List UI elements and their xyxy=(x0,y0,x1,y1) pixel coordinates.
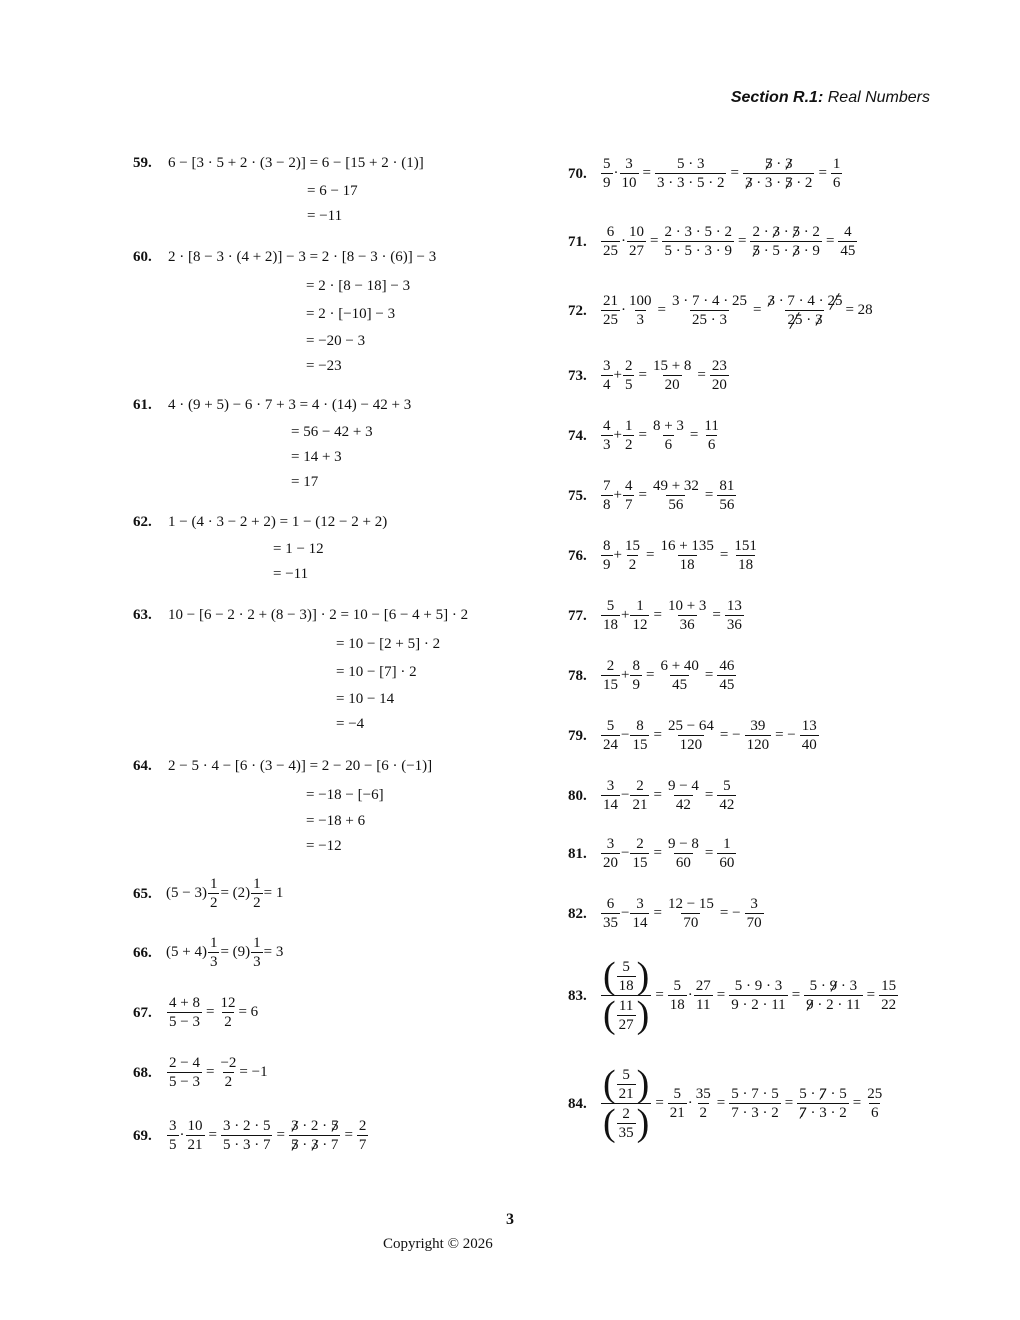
equation: $\frac{5}{18}$ + $\frac{1}{12}$ = $\frac{10 + 3}{36}$ = $\frac{13}{36}$ xyxy=(603,598,742,633)
fraction: $\frac{13}{40}$ xyxy=(801,718,817,753)
section-title: Real Numbers xyxy=(827,89,930,106)
equation: $\frac{4}{3}$ + $\frac{1}{2}$ = $\frac{8 + 3}{6}$ = $\frac{11}{6}$ xyxy=(603,418,719,453)
fraction: $\frac{1}{2}$ xyxy=(209,876,218,911)
term: (5 − 3) xyxy=(166,885,207,901)
problem-number: 69. xyxy=(133,1128,152,1144)
fraction: $\frac{9 - 4}{42}$ xyxy=(667,778,699,813)
section-label: Section R.1: xyxy=(730,89,824,106)
fraction: $\frac{3}{4}$ xyxy=(603,358,611,393)
step-5: = −4 xyxy=(336,716,365,732)
problem-number: 76. xyxy=(568,548,587,564)
problem-number: 64. xyxy=(133,758,152,774)
problem-number: 60. xyxy=(133,249,152,265)
fraction: $\frac{10}{21}$ xyxy=(187,1118,203,1153)
step-4: = −12 xyxy=(306,838,342,854)
cancel-fraction: $\frac{3 \cdot 2 \cdot 5}{5 \cdot 3 \cdot 7}$ xyxy=(290,1118,339,1153)
fraction: $\frac{1}{12}$ xyxy=(632,598,648,633)
step-4: = −20 − 3 xyxy=(306,333,366,349)
fraction: $\frac{15}{2}$ xyxy=(624,538,640,573)
problem-number: 68. xyxy=(133,1065,152,1081)
fraction: $\frac{2 \cdot 3 \cdot 5 \cdot 2}{5 \cdot 5 \cdot 3 \cdot 9}$ xyxy=(664,224,732,259)
fraction: $\frac{1}{60}$ xyxy=(719,836,735,871)
fraction: $\frac{1}{3}$ xyxy=(209,935,218,970)
result: = 1 xyxy=(263,885,284,901)
step-3: = 10 − [7] · 2 xyxy=(336,664,417,680)
problem-number: 78. xyxy=(568,668,587,684)
fraction: $\frac{5}{42}$ xyxy=(719,778,735,813)
step-1: 10 − [6 − 2 · 2 + (8 − 3)] · 2 = 10 − [6 − 4 + 5] · 2 xyxy=(168,607,469,623)
fraction: $\frac{81}{56}$ xyxy=(719,478,735,513)
equation: ( $\frac{5}{21}$ ) ( $\frac{2}{35}$ ) = $\frac{5}{21}$ · $\frac{35}{2}$ = $\frac{5 \cdot 7 \cdot 5}{7 \cdot 3 \cdot 2}$ = $\frac{5 \cdot 7 \cdot 5}{7 \cdot 3 \cdot 2}$ = $\frac{25}{6}$ xyxy=(603,1063,883,1144)
fraction: $\frac{4}{7}$ xyxy=(624,478,633,513)
step-5: = −23 xyxy=(306,358,342,374)
fraction: $\frac{5}{18}$ xyxy=(603,598,618,633)
fraction: $\frac{10}{27}$ xyxy=(629,224,644,259)
compound-fraction: ( $\frac{5}{21}$ ) ( $\frac{2}{35}$ ) xyxy=(603,1063,650,1144)
step-1: 2 · [8 − 3 · (4 + 2)] − 3 = 2 · [8 − 3 · (6)] − 3 xyxy=(168,249,437,265)
fraction: $\frac{3 \cdot 2 \cdot 5}{5 \cdot 3 \cdot 7}$ xyxy=(222,1118,271,1153)
fraction: $\frac{3}{14}$ xyxy=(603,778,618,813)
result: = −1 xyxy=(239,1064,268,1080)
fraction: $\frac{5 \cdot 9 \cdot 3}{9 \cdot 2 \cdot 11}$ xyxy=(731,978,786,1013)
fraction: $\frac{3}{5}$ xyxy=(169,1118,177,1153)
fraction: $\frac{3}{70}$ xyxy=(746,896,762,931)
fraction: $\frac{8 + 3}{6}$ xyxy=(652,418,684,453)
step-2: = −18 − [−6] xyxy=(306,787,384,803)
step-4: = 10 − 14 xyxy=(336,691,395,707)
fraction: $\frac{25}{6}$ xyxy=(867,1086,883,1121)
fraction: $\frac{2}{5}$ xyxy=(624,358,633,393)
step-3: = 14 + 3 xyxy=(291,449,342,465)
problem-number: 61. xyxy=(133,397,152,413)
problem-number: 81. xyxy=(568,846,587,862)
result: = 28 xyxy=(845,302,873,318)
fraction: $\frac{6}{25}$ xyxy=(603,224,618,259)
fraction: $\frac{46}{45}$ xyxy=(719,658,735,693)
fraction: $\frac{12 - 15}{70}$ xyxy=(667,896,714,931)
fraction: $\frac{15 + 8}{20}$ xyxy=(652,358,692,393)
equation: ( $\frac{5}{18}$ ) ( $\frac{11}{27}$ ) = $\frac{5}{18}$ · $\frac{27}{11}$ = $\frac{5 \cdot 9 \cdot 3}{9 \cdot 2 \cdot 11}$ = $\frac{5 \cdot 9 \cdot 3}{9 \cdot 2 \cdot 11}$ = $\frac{15}{22}$ xyxy=(603,955,897,1036)
problem-number: 59. xyxy=(133,155,152,171)
problem-number: 77. xyxy=(568,608,587,624)
fraction: $\frac{151}{18}$ xyxy=(734,538,757,573)
fraction: $\frac{1}{3}$ xyxy=(253,935,261,970)
fraction: $\frac{7}{8}$ xyxy=(603,478,611,513)
fraction: $\frac{8}{15}$ xyxy=(632,718,648,753)
fraction: $\frac{4}{3}$ xyxy=(603,418,611,453)
problem-number: 82. xyxy=(568,906,587,922)
fraction: $\frac{1}{6}$ xyxy=(832,156,841,191)
cancel-fraction: $\frac{2 \cdot 3 \cdot 5 \cdot 2}{5 \cdot 5 \cdot 3 \cdot 9}$ xyxy=(752,224,820,259)
fraction: $\frac{100}{3}$ xyxy=(629,293,652,328)
term: = (9) xyxy=(220,944,251,960)
fraction: $\frac{9 - 8}{60}$ xyxy=(667,836,699,871)
term: = (2) xyxy=(220,885,251,901)
page-number: 3 xyxy=(506,1211,514,1228)
fraction: $\frac{25 - 64}{120}$ xyxy=(667,718,714,753)
equation: $\frac{8}{9}$ + $\frac{15}{2}$ = $\frac{16 + 135}{18}$ = $\frac{151}{18}$ xyxy=(603,538,757,573)
step-1: 4 · (9 + 5) − 6 · 7 + 3 = 4 · (14) − 42 + 3 xyxy=(168,397,412,413)
equation: $\frac{3}{20}$ − $\frac{2}{15}$ = $\frac{9 - 8}{60}$ = $\frac{1}{60}$ xyxy=(603,836,735,871)
result: = 3 xyxy=(263,944,284,960)
problem-number: 63. xyxy=(133,607,152,623)
equation: $\frac{7}{8}$ + $\frac{4}{7}$ = $\frac{49 + 32}{56}$ = $\frac{81}{56}$ xyxy=(603,478,735,513)
fraction: $\frac{8}{9}$ xyxy=(603,538,611,573)
fraction: $\frac{5}{21}$ xyxy=(669,1086,685,1121)
cancel-fraction: $\frac{5 \cdot 3}{3 \cdot 3 \cdot 5 \cdot 2}$ xyxy=(744,156,813,191)
problem-number: 70. xyxy=(568,166,587,182)
step-2: = 10 − [2 + 5] · 2 xyxy=(336,636,441,652)
fraction: $\frac{8}{9}$ xyxy=(632,658,640,693)
equation xyxy=(166,875,283,912)
step-4: = 17 xyxy=(291,474,319,490)
fraction: $\frac{5 \cdot 3}{3 \cdot 3 \cdot 5 \cdot 2}$ xyxy=(656,156,725,191)
fraction: $\frac{10 + 3}{36}$ xyxy=(667,598,707,633)
equation: $\frac{4 + 8}{5 - 3}$ = $\frac{12}{2}$ = 6 xyxy=(169,995,259,1030)
step-2: = 56 − 42 + 3 xyxy=(291,424,373,440)
fraction: $\frac{16 + 135}{18}$ xyxy=(660,538,714,573)
problem-number: 73. xyxy=(568,368,587,384)
problem-number: 79. xyxy=(568,728,587,744)
step-1: 2 − 5 · 4 − [6 · (3 − 4)] = 2 − 20 − [6 · (−1)] xyxy=(168,758,433,774)
fraction: $\frac{4 + 8}{5 - 3}$ xyxy=(169,995,200,1030)
equation: $\frac{6}{35}$ − $\frac{3}{14}$ = $\frac{12 - 15}{70}$ = − $\frac{3}{70}$ xyxy=(603,896,762,931)
fraction: $\frac{39}{120}$ xyxy=(746,718,770,753)
step-3: = −11 xyxy=(307,208,343,224)
equation: $\frac{21}{25}$ · $\frac{100}{3}$ = $\frac{3 \cdot 7 \cdot 4 \cdot 25}{25 \cdot 3}$ = $\frac{3 \cdot 7 \cdot 4 \cdot 25}{25 \cdot 3}$ = 28 xyxy=(603,293,873,328)
fraction: $\frac{13}{36}$ xyxy=(726,598,742,633)
fraction: $\frac{5}{18}$ xyxy=(669,978,685,1013)
fraction: $\frac{49 + 32}{56}$ xyxy=(652,478,699,513)
fraction: $\frac{2 - 4}{5 - 3}$ xyxy=(169,1055,200,1090)
step-2: = 1 − 12 xyxy=(273,541,324,557)
equation: $\frac{6}{25}$ · $\frac{10}{27}$ = $\frac{2 \cdot 3 \cdot 5 \cdot 2}{5 \cdot 5 \cdot 3 \cdot 9}$ = $\frac{2 \cdot 3 \cdot 5 \cdot 2}{5 \cdot 5 \cdot 3 \cdot 9}$ = $\frac{4}{45}$ xyxy=(603,224,856,259)
fraction: $\frac{2}{21}$ xyxy=(632,778,648,813)
cancel-fraction: $\frac{5 \cdot 9 \cdot 3}{9 \cdot 2 \cdot 11}$ xyxy=(806,978,861,1013)
fraction: $\frac{3}{14}$ xyxy=(632,896,648,931)
fraction: $\frac{3}{10}$ xyxy=(621,156,637,191)
fraction: $\frac{23}{20}$ xyxy=(711,358,727,393)
equation: $\frac{5}{24}$ − $\frac{8}{15}$ = $\frac{25 - 64}{120}$ = − $\frac{39}{120}$ = − $\frac{13}{40}$ xyxy=(603,718,817,753)
copyright: Copyright © 2026 xyxy=(383,1236,493,1252)
problem-number: 83. xyxy=(568,988,587,1004)
problem-number: 75. xyxy=(568,488,587,504)
step-1: 1 − (4 · 3 − 2 + 2) = 1 − (12 − 2 + 2) xyxy=(168,514,388,530)
section-header xyxy=(731,89,930,107)
fraction: $\frac{12}{2}$ xyxy=(220,995,236,1030)
step-2: = 6 − 17 xyxy=(307,183,358,199)
fraction: $\frac{1}{2}$ xyxy=(624,418,633,453)
fraction: $\frac{6}{35}$ xyxy=(603,896,618,931)
fraction: $\frac{35}{2}$ xyxy=(695,1086,711,1121)
equation: $\frac{5}{9}$ · $\frac{3}{10}$ = $\frac{5 \cdot 3}{3 \cdot 3 \cdot 5 \cdot 2}$ = $\frac{5 \cdot 3}{3 \cdot 3 \cdot 5 \cdot 2}$ = $\frac{1}{6}$ xyxy=(603,156,841,191)
fraction: $\frac{27}{11}$ xyxy=(695,978,711,1013)
problem-number: 74. xyxy=(568,428,587,444)
fraction: $\frac{1}{2}$ xyxy=(253,876,261,911)
problem-number: 80. xyxy=(568,788,587,804)
problem-number: 65. xyxy=(133,886,152,902)
fraction: $\frac{-2}{2}$ xyxy=(220,1055,237,1090)
fraction: $\frac{5}{9}$ xyxy=(603,156,611,191)
fraction: $\frac{3 \cdot 7 \cdot 4 \cdot 25}{25 \cdot 3}$ xyxy=(671,293,747,328)
term: (5 + 4) xyxy=(166,944,207,960)
equation: $\frac{3}{4}$ + $\frac{2}{5}$ = $\frac{15 + 8}{20}$ = $\frac{23}{20}$ xyxy=(603,358,727,393)
equation: $\frac{2}{15}$ + $\frac{8}{9}$ = $\frac{6 + 40}{45}$ = $\frac{46}{45}$ xyxy=(603,658,735,693)
equation: $\frac{2 - 4}{5 - 3}$ = $\frac{-2}{2}$ = −1 xyxy=(169,1055,268,1090)
fraction: $\frac{2}{15}$ xyxy=(632,836,648,871)
step-3: = −11 xyxy=(273,566,309,582)
fraction: $\frac{6 + 40}{45}$ xyxy=(660,658,699,693)
equation: $\frac{3}{5}$ · $\frac{10}{21}$ = $\frac{3 \cdot 2 \cdot 5}{5 \cdot 3 \cdot 7}$ = $\frac{3 \cdot 2 \cdot 5}{5 \cdot 3 \cdot 7}$ = $\frac{2}{7}$ xyxy=(169,1118,367,1153)
equation xyxy=(166,934,283,971)
problem-number: 71. xyxy=(568,234,587,250)
problem-number: 67. xyxy=(133,1005,152,1021)
result: = 6 xyxy=(238,1004,259,1020)
cancel-fraction: $\frac{5 \cdot 7 \cdot 5}{7 \cdot 3 \cdot 2}$ xyxy=(799,1086,847,1121)
equation: $\frac{3}{14}$ − $\frac{2}{21}$ = $\frac{9 - 4}{42}$ = $\frac{5}{42}$ xyxy=(603,778,735,813)
fraction: $\frac{5 \cdot 7 \cdot 5}{7 \cdot 3 \cdot 2}$ xyxy=(731,1086,779,1121)
fraction: $\frac{2}{15}$ xyxy=(603,658,618,693)
step-3: = −18 + 6 xyxy=(306,813,366,829)
fraction: $\frac{21}{25}$ xyxy=(603,293,618,328)
problem-number: 66. xyxy=(133,945,152,961)
step-2: = 2 · [8 − 18] − 3 xyxy=(306,278,411,294)
compound-fraction: ( $\frac{5}{18}$ ) ( $\frac{11}{27}$ ) xyxy=(603,955,650,1036)
fraction: $\frac{5}{24}$ xyxy=(603,718,618,753)
cancel-fraction: $\frac{3 \cdot 7 \cdot 4 \cdot 25}{25 \cdot 3}$ xyxy=(767,293,843,328)
problem-number: 72. xyxy=(568,303,587,319)
fraction: $\frac{11}{6}$ xyxy=(704,418,719,453)
problem-number: 84. xyxy=(568,1096,587,1112)
fraction: $\frac{2}{7}$ xyxy=(358,1118,367,1153)
step-3: = 2 · [−10] − 3 xyxy=(306,306,396,322)
fraction: $\frac{15}{22}$ xyxy=(881,978,897,1013)
fraction: $\frac{4}{45}$ xyxy=(840,224,856,259)
problem-number: 62. xyxy=(133,514,152,530)
step-1: 6 − [3 · 5 + 2 · (3 − 2)] = 6 − [15 + 2 · (1)] xyxy=(168,155,424,171)
fraction: $\frac{3}{20}$ xyxy=(603,836,618,871)
